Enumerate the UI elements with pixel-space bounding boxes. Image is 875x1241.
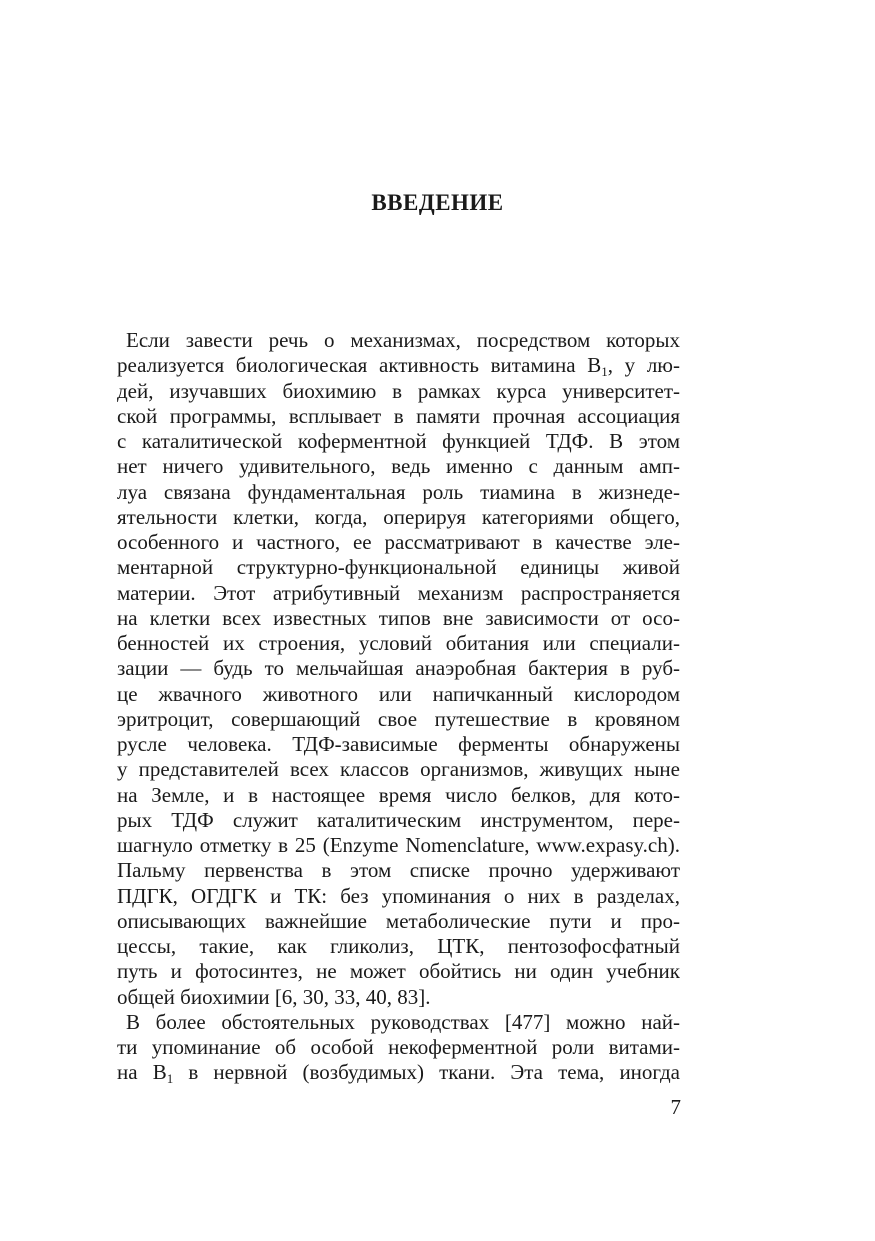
text-line: В более обстоятельных руководствах [477] можно най- xyxy=(126,1009,680,1034)
text-line: русле человека. ТДФ-зависимые ферменты обнаружены xyxy=(117,732,680,756)
page-title: ВВЕДЕНИЕ xyxy=(371,190,504,215)
text-fragment: , у лю- xyxy=(607,353,680,378)
text-line: Если завести речь о механизмах, посредством которых xyxy=(126,328,680,352)
text-line: луа связана фундаментальная роль тиамина в жизнеде- xyxy=(117,479,680,504)
text-line: ской программы, всплывает в памяти прочная ассоциация xyxy=(117,403,680,428)
text-line: на Земле, и в настоящее время число белков, для кото- xyxy=(117,782,680,807)
subscript: 1 xyxy=(601,364,608,380)
text-fragment: на B xyxy=(117,1060,167,1085)
text-line: зации — будь то мельчайшая анаэробная бактерия в руб- xyxy=(117,656,680,681)
text-line: у представителей всех классов организмов, живущих ныне xyxy=(117,757,680,782)
text-line: ти упоминание об особой некоферментной роли витами- xyxy=(117,1035,680,1059)
text-line: ментарной структурно-функциональной единицы живой xyxy=(117,555,680,580)
page-number: 7 xyxy=(670,1095,681,1119)
text-line: дей, изучавших биохимию в рамках курса университет- xyxy=(117,378,680,403)
text-line: бенностей их строения, условий обитания или специали- xyxy=(117,631,680,655)
text-line: материи. Этот атрибутивный механизм распространяется xyxy=(117,580,680,605)
text-fragment: в нервной (возбудимых) ткани. Эта тема, иногда xyxy=(173,1060,680,1085)
text-line: общей биохимии [6, 30, 33, 40, 83]. xyxy=(117,984,431,1009)
text-fragment: реализуется биологическая активность витамина B xyxy=(117,353,602,378)
text-line: с каталитической коферментной функцией ТДФ. В этом xyxy=(117,429,680,453)
subscript: 1 xyxy=(166,1071,174,1087)
text-line: эритроцит, совершающий свое путешествие в кровяном xyxy=(117,706,680,731)
text-line: рых ТДФ служит каталитическим инструментом, пере- xyxy=(117,807,680,832)
text-line: особенного и частного, ее рассматривают в качестве эле- xyxy=(117,530,680,554)
text-line xyxy=(117,353,680,378)
text-line: нет ничего удивительного, ведь именно с данным амп- xyxy=(117,454,680,479)
body-text xyxy=(117,328,680,1086)
text-line: путь и фотосинтез, не может обойтись ни один учебник xyxy=(117,959,680,984)
text-line: ятельности клетки, когда, оперируя категориями общего, xyxy=(117,504,680,529)
text-line: це жвачного животного или напичканный кислородом xyxy=(117,681,680,706)
text-line: на клетки всех известных типов вне зависимости от осо- xyxy=(117,605,680,630)
text-line: Пальму первенства в этом списке прочно удерживают xyxy=(117,858,680,883)
text-line: ПДГК, ОГДГК и ТК: без упоминания о них в разделах, xyxy=(117,883,680,908)
text-line: описывающих важнейшие метаболические пути и про- xyxy=(117,908,680,933)
text-line: цессы, такие, как гликолиз, ЦТК, пентозофосфатный xyxy=(117,934,680,958)
text-line: шагнуло отметку в 25 (Enzyme Nomenclature, www.expasy.ch). xyxy=(117,833,680,857)
text-line xyxy=(117,1060,680,1085)
